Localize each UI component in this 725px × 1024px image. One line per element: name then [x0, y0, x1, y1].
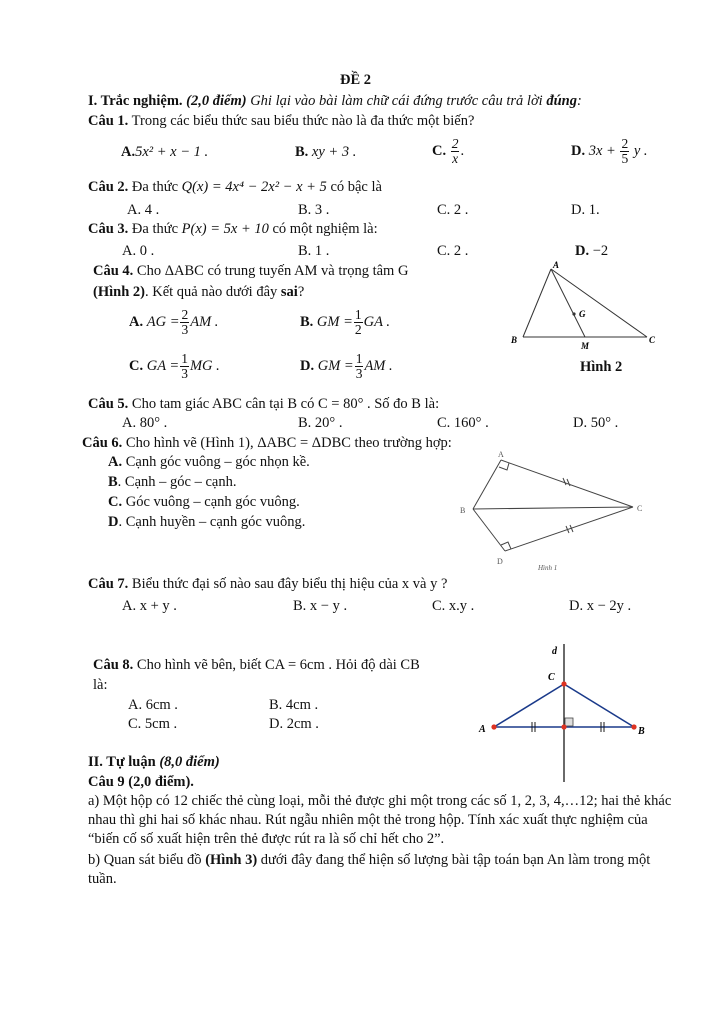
- q6-text: Cho hình vẽ (Hình 1), ΔABC = ΔDBC theo trường hợp:: [125, 435, 452, 451]
- q7-label: Câu 7.: [88, 576, 129, 592]
- q6-b-label: B: [108, 474, 118, 490]
- q3-option-a: A. 0 .: [122, 243, 155, 259]
- q4-b-label: B.: [300, 314, 314, 330]
- fig2-label-m: M: [581, 341, 590, 351]
- q5-option-b: B. 20° .: [298, 415, 343, 431]
- exam-title: ĐỀ 2: [340, 72, 372, 88]
- fig1-label-b: B: [460, 506, 466, 515]
- fig8-segment-cb: [564, 684, 634, 727]
- fig8-label-b: B: [638, 726, 645, 737]
- q4-b-post: GA .: [363, 314, 390, 330]
- q4-line2-emph: sai: [280, 284, 298, 300]
- q4-d-num: 1: [355, 351, 363, 367]
- q1-a-expr: 5x² + x − 1 .: [135, 144, 209, 160]
- q4-line2: . Kết quả nào dưới đây: [144, 284, 278, 300]
- q1-option-c: [432, 131, 464, 171]
- q8-stem: [93, 656, 420, 674]
- q9-b-post: dưới đây đang thể hiện số lượng bài tập toán bạn An làm trong một tuần.: [88, 852, 651, 887]
- q4-d-post: AM .: [364, 358, 393, 374]
- q7-option-c: C. x.y .: [432, 598, 475, 614]
- q3-d-label: D.: [575, 243, 590, 259]
- fig2-label-a: A: [553, 260, 560, 270]
- q9-label: Câu 9 (2,0 điểm).: [88, 774, 194, 790]
- q4-b-fraction: [354, 308, 363, 337]
- q4-a-num: 2: [181, 307, 189, 323]
- q5-text: Cho tam giác ABC cân tại B có C = 80° . Số đo B là:: [131, 396, 440, 412]
- q3-option-c: C. 2 .: [437, 243, 469, 259]
- q4-b-pre: GM =: [316, 314, 353, 330]
- q4-line1: Cho ΔABC có trung tuyến AM và trọng tâm G: [136, 263, 409, 279]
- q4-option-c: [129, 345, 220, 387]
- fig1-side-bc: [473, 507, 633, 509]
- q1-d-pre: 3x +: [588, 143, 616, 159]
- q3-text-pre: Đa thức: [131, 221, 179, 237]
- q4-b-num: 1: [354, 307, 362, 323]
- q1-d-num: 2: [621, 136, 629, 152]
- fig8-point-a: [491, 724, 496, 729]
- q2-text-post: có bậc là: [330, 179, 382, 195]
- q1-stem: [88, 112, 474, 130]
- q2-option-b: B. 3 .: [298, 202, 330, 218]
- q1-d-den: 5: [621, 151, 629, 167]
- q4-d-den: 3: [355, 366, 363, 382]
- q8-stem-line2: là:: [93, 677, 108, 693]
- q7-option-a: A. x + y .: [122, 598, 177, 614]
- q3-option-b: B. 1 .: [298, 243, 330, 259]
- q2-label: Câu 2.: [88, 179, 129, 195]
- q4-line2-bold: (Hình 2): [93, 284, 145, 300]
- q4-c-num: 1: [181, 351, 188, 367]
- fig1-side-dc: [505, 507, 633, 551]
- q6-label: Câu 6.: [82, 435, 123, 451]
- q1-option-d: [571, 131, 648, 171]
- q4-label: Câu 4.: [93, 263, 134, 279]
- q4-line2-end: ?: [297, 284, 305, 300]
- q7-text: Biểu thức đại số nào sau đây biểu thị hiệu của x và y ?: [131, 576, 448, 592]
- q6-d-text: . Cạnh huyền – cạnh góc vuông.: [118, 514, 306, 530]
- q5-option-a: A. 80° .: [122, 415, 168, 431]
- fig2-side-ac: [551, 269, 647, 337]
- q2-option-a: A. 4 .: [127, 202, 160, 218]
- q8-label: Câu 8.: [93, 657, 134, 673]
- q3-d-val: −2: [592, 243, 609, 259]
- fig2-point-g: [572, 312, 575, 315]
- q3-expr: P(x) = 5x + 10: [181, 221, 269, 237]
- q5-option-d: D. 50° .: [573, 415, 619, 431]
- part2-heading-line: [88, 753, 220, 771]
- part1-points: (2,0 điểm): [186, 93, 247, 109]
- fig1-label-a: A: [498, 450, 504, 459]
- figure-hinh-2-caption: Hình 2: [580, 359, 623, 375]
- q9-b-bold: (Hình 3): [205, 852, 258, 868]
- figure-q8: [470, 640, 665, 788]
- q7-option-d: D. x − 2y .: [569, 598, 632, 614]
- q4-d-fraction: [355, 352, 364, 381]
- figure-hinh-1: [455, 448, 655, 576]
- fig2-label-c: C: [649, 335, 656, 345]
- q9-b-pre: b) Quan sát biểu đồ: [88, 852, 202, 868]
- fig8-point-b: [631, 724, 636, 729]
- q1-c-end: .: [460, 143, 465, 159]
- q1-c-fraction: [451, 137, 460, 166]
- fig1-caption: Hình 1: [538, 564, 558, 572]
- fig1-tick-ac-2: [567, 479, 570, 486]
- part1-heading-line: [88, 92, 582, 110]
- q3-text-post: có một nghiệm là:: [272, 221, 378, 237]
- q8-option-d: D. 2cm .: [269, 716, 319, 732]
- q4-option-d: [300, 345, 393, 387]
- q2-option-c: C. 2 .: [437, 202, 469, 218]
- q4-a-pre: AG =: [146, 314, 180, 330]
- q5-stem: [88, 395, 439, 413]
- q1-label: Câu 1.: [88, 113, 129, 129]
- part2-points: (8,0 điểm): [159, 754, 220, 770]
- q4-c-label: C.: [129, 358, 144, 374]
- fig2-label-b: B: [511, 335, 518, 345]
- q2-expr: Q(x) = 4x⁴ − 2x² − x + 5: [181, 179, 327, 195]
- q1-b-label: B.: [295, 144, 309, 160]
- q8-option-c: C. 5cm .: [128, 716, 178, 732]
- fig1-side-bd: [473, 509, 505, 551]
- q9-part-b: [88, 851, 678, 889]
- part1-instruction-emph: đúng: [546, 93, 577, 109]
- q4-a-label: A.: [129, 314, 144, 330]
- part2-heading: II. Tự luận: [88, 754, 156, 770]
- q4-a-den: 3: [181, 322, 189, 338]
- fig8-label-a: A: [479, 724, 486, 735]
- part1-instruction-end: :: [576, 93, 582, 109]
- q6-a-text: Cạnh góc vuông – góc nhọn kề.: [125, 454, 310, 470]
- fig8-right-angle: [565, 718, 573, 726]
- q3-label: Câu 3.: [88, 221, 129, 237]
- q4-d-label: D.: [300, 358, 315, 374]
- q3-stem: [88, 220, 378, 238]
- fig8-label-d: d: [552, 646, 557, 657]
- part1-heading: I. Trắc nghiệm.: [88, 93, 183, 109]
- q9-part-a: a) Một hộp có 12 chiếc thẻ cùng loại, mỗi thẻ được ghi một trong các số 1, 2, 3, 4,…12; hai thẻ khác nhau thì ghi hai số khác nhau. Rút ngẫu nhiên một thẻ trong hộp. Tính xác xuất thực nghiệm của “biến cố số xuất hiện trên thẻ được rút ra là số chỉ hết cho 2”.: [88, 793, 672, 847]
- q4-a-post: AM .: [190, 314, 219, 330]
- q1-c-label: C.: [432, 143, 447, 159]
- q6-option-c: [108, 493, 300, 511]
- q4-c-pre: GA =: [146, 358, 180, 374]
- q4-b-den: 2: [354, 322, 362, 338]
- fig1-right-angle-a: [499, 463, 509, 470]
- q6-a-label: A.: [108, 454, 123, 470]
- fig2-side-ab: [523, 269, 551, 337]
- q7-stem: [88, 575, 447, 593]
- fig8-label-c: C: [548, 672, 555, 683]
- q6-option-a: [108, 453, 310, 471]
- q8-option-b: B. 4cm .: [269, 697, 319, 713]
- fig2-median-am: [551, 269, 585, 337]
- q6-c-text: Góc vuông – cạnh góc vuông.: [125, 494, 300, 510]
- q1-option-a: [121, 143, 208, 161]
- q4-c-post: MG .: [189, 358, 220, 374]
- fig8-point-foot: [561, 724, 566, 729]
- q4-stem-line1: [93, 262, 408, 280]
- q8-text: Cho hình vẽ bên, biết CA = 6cm . Hỏi độ dài CB: [136, 657, 420, 673]
- q6-c-label: C.: [108, 494, 123, 510]
- fig1-label-d: D: [497, 557, 503, 566]
- part1-instruction: Ghi lại vào bài làm chữ cái đứng trước câu trả lời: [250, 93, 543, 109]
- figure-hinh-2: [505, 255, 665, 355]
- q2-option-d: D. 1.: [571, 202, 600, 218]
- q6-option-d: [108, 513, 305, 531]
- q2-stem: [88, 178, 382, 196]
- q5-label: Câu 5.: [88, 396, 129, 412]
- fig1-tick-ac-1: [563, 478, 566, 485]
- q7-option-b: B. x − y .: [293, 598, 348, 614]
- q4-option-a: [129, 301, 218, 343]
- q1-c-num: 2: [451, 136, 459, 152]
- fig8-segment-ca: [494, 684, 564, 727]
- q4-option-b: [300, 301, 390, 343]
- q4-c-fraction: [180, 352, 189, 381]
- q4-d-pre: GM =: [317, 358, 354, 374]
- q6-d-label: D: [108, 514, 119, 530]
- q1-d-fraction: [620, 137, 629, 166]
- q4-stem-line2: [93, 283, 304, 301]
- q1-option-b: [295, 143, 356, 161]
- q4-a-fraction: [180, 308, 189, 337]
- fig1-label-c: C: [637, 504, 643, 513]
- fig1-side-ac: [501, 460, 633, 507]
- q1-b-expr: xy + 3 .: [311, 144, 357, 160]
- q1-c-den: x: [452, 151, 459, 167]
- q5-option-c: C. 160° .: [437, 415, 489, 431]
- q1-text: Trong các biểu thức sau biểu thức nào là đa thức một biến?: [131, 113, 475, 129]
- q1-d-label: D.: [571, 143, 586, 159]
- q6-stem: [82, 434, 452, 452]
- fig2-label-g: G: [579, 309, 586, 319]
- q4-c-den: 3: [181, 366, 188, 382]
- q2-text-pre: Đa thức: [131, 179, 179, 195]
- q6-option-b: [108, 473, 236, 491]
- fig8-point-c: [561, 681, 566, 686]
- q1-d-end: y .: [633, 143, 648, 159]
- q6-b-text: . Cạnh – góc – cạnh.: [117, 474, 237, 490]
- q8-option-a: A. 6cm .: [128, 697, 178, 713]
- fig1-side-ab: [473, 460, 501, 509]
- q1-a-label: A.: [121, 144, 136, 160]
